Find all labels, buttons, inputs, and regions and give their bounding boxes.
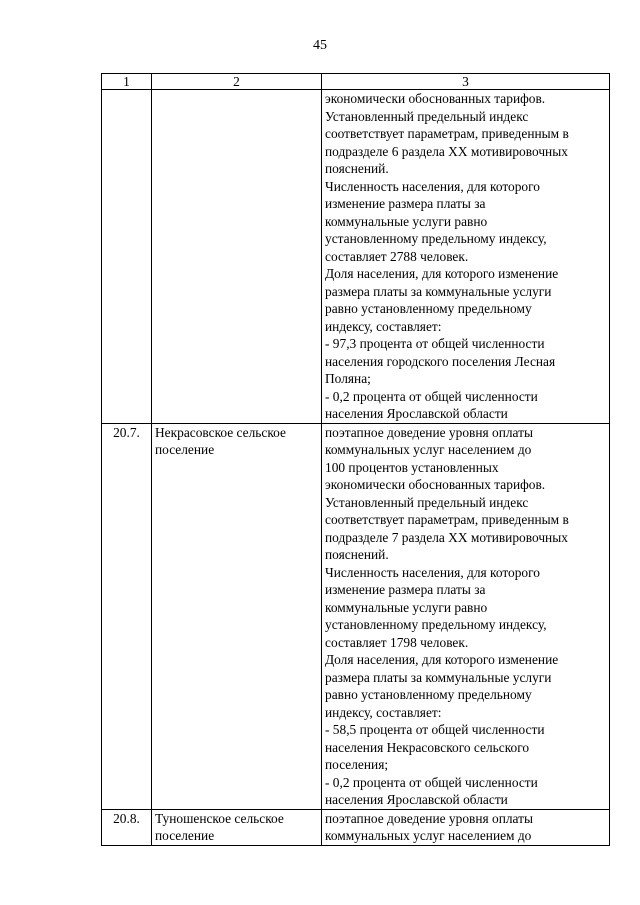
description-cell xyxy=(322,90,610,424)
description-line: подразделе 7 раздела XX мотивировочных xyxy=(325,529,568,545)
description-line: населения Ярославской области xyxy=(325,792,508,807)
description-line: населения Ярославской области xyxy=(325,406,508,421)
header-col-3: 3 xyxy=(322,74,610,90)
description-line: коммунальные услуги равно xyxy=(325,213,488,229)
description-line: экономически обоснованных тарифов. xyxy=(325,477,546,492)
description-line: - 58,5 процента от общей численности xyxy=(325,722,545,737)
description-line: изменение размера платы за xyxy=(325,582,486,597)
settlement-name-cell xyxy=(152,423,322,809)
table-row xyxy=(102,423,610,809)
table-row xyxy=(102,809,610,845)
description-line: индексу, составляет: xyxy=(325,318,442,334)
description-line: Поляна; xyxy=(325,371,371,386)
row-number-cell xyxy=(102,90,152,424)
description-line: 100 процентов установленных xyxy=(325,459,499,475)
description-line: поэтапное доведение уровня оплаты xyxy=(325,424,534,440)
description-line: - 0,2 процента от общей численности xyxy=(325,774,538,790)
description-line: - 0,2 процента от общей численности xyxy=(325,388,538,404)
settlement-name-line: Некрасовское сельское xyxy=(155,424,286,440)
table-row xyxy=(102,90,610,424)
description-line: подразделе 6 раздела XX мотивировочных xyxy=(325,143,568,159)
description-line: пояснений. xyxy=(325,161,389,176)
description-cell xyxy=(322,809,610,845)
row-number-cell: 20.8. xyxy=(102,809,152,845)
description-line: коммунальных услуг населением до xyxy=(325,442,532,457)
description-line: Численность населения, для которого xyxy=(325,564,540,580)
description-line: установленному предельному индексу, xyxy=(325,231,547,246)
description-line: коммунальных услуг населением до xyxy=(325,828,532,843)
description-line: Доля населения, для которого изменение xyxy=(325,652,559,667)
table-header xyxy=(102,74,610,90)
description-line: составляет 1798 человек. xyxy=(325,634,469,650)
header-col-2: 2 xyxy=(152,74,322,90)
description-line: соответствует параметрам, приведенным в xyxy=(325,512,569,527)
description-line: размера платы за коммунальные услуги xyxy=(325,669,552,685)
description-line: пояснений. xyxy=(325,547,389,562)
description-line: изменение размера платы за xyxy=(325,196,486,211)
description-line: поселения; xyxy=(325,757,389,772)
tariff-table xyxy=(101,73,610,846)
description-line: составляет 2788 человек. xyxy=(325,248,469,264)
description-cell xyxy=(322,423,610,809)
table-body xyxy=(102,90,610,846)
row-number-cell: 20.7. xyxy=(102,423,152,809)
description-line: размера платы за коммунальные услуги xyxy=(325,283,552,299)
description-line: - 97,3 процента от общей численности xyxy=(325,336,545,351)
table-header-row xyxy=(102,74,610,90)
settlement-name-line: поселение xyxy=(155,828,215,843)
description-line: поэтапное доведение уровня оплаты xyxy=(325,810,534,826)
description-line: индексу, составляет: xyxy=(325,704,442,720)
header-col-1: 1 xyxy=(102,74,152,90)
description-line: соответствует параметрам, приведенным в xyxy=(325,126,569,141)
description-line: населения городского поселения Лесная xyxy=(325,353,556,369)
description-line: Установленный предельный индекс xyxy=(325,108,529,124)
description-line: экономически обоснованных тарифов. xyxy=(325,91,546,106)
page-number: 45 xyxy=(313,38,327,53)
description-line: равно установленному предельному xyxy=(325,301,532,316)
settlement-name-cell xyxy=(152,809,322,845)
description-line: равно установленному предельному xyxy=(325,687,532,702)
settlement-name-line: поселение xyxy=(155,442,215,457)
description-line: Установленный предельный индекс xyxy=(325,494,529,510)
description-line: установленному предельному индексу, xyxy=(325,617,547,632)
description-line: коммунальные услуги равно xyxy=(325,599,488,615)
description-line: Доля населения, для которого изменение xyxy=(325,266,559,281)
description-line: населения Некрасовского сельского xyxy=(325,739,530,755)
description-line: Численность населения, для которого xyxy=(325,178,540,194)
settlement-name-line: Туношенское сельское xyxy=(155,810,284,826)
settlement-name-cell xyxy=(152,90,322,424)
